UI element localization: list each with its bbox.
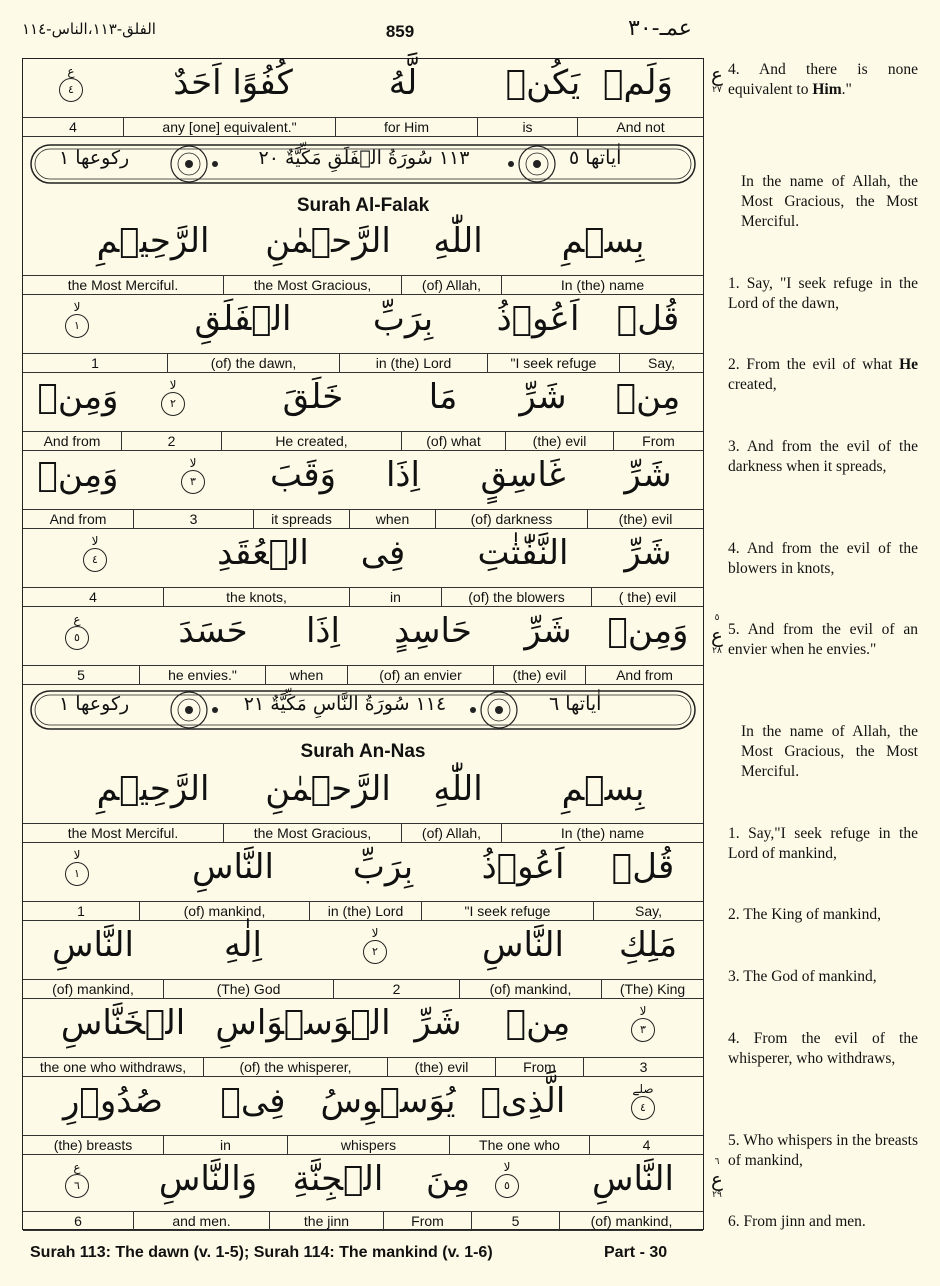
gloss-cell: And from — [49, 511, 107, 527]
english-row — [23, 509, 703, 529]
gloss-cell: 5 — [77, 667, 85, 683]
gloss-cell: the Most Merciful. — [67, 825, 179, 841]
arabic-row — [23, 1155, 703, 1213]
arabic-word: مِنۡ — [505, 1003, 571, 1043]
english-row — [23, 1211, 703, 1231]
arabic-word: وَالنَّاسِ — [158, 1159, 258, 1199]
gloss-cell: From — [495, 1058, 583, 1076]
gloss-cell: any [one] equivalent." — [123, 118, 335, 136]
gloss-cell: And from — [585, 666, 703, 684]
gloss-cell: is — [477, 118, 577, 136]
arabic-word: اَعُوۡذُ — [481, 847, 565, 887]
arabic-row — [23, 217, 703, 275]
gloss-cell: 1 — [91, 355, 99, 371]
gloss-cell: Say, — [619, 354, 703, 372]
arabic-word: وَمِنۡ — [37, 455, 119, 495]
gloss-cell: 1 — [77, 903, 85, 919]
gloss-cell: "I seek refuge — [421, 902, 593, 920]
gloss-cell: 4 — [69, 119, 77, 135]
arabic-word: اَعُوۡذُ — [496, 299, 580, 339]
arabic-word: شَرِّ — [519, 377, 567, 417]
english-row — [23, 665, 703, 685]
arabic-word: اِذَا — [385, 455, 421, 495]
verse-end-marker: صلے ٤ — [621, 1083, 665, 1120]
arabic-row — [23, 1077, 703, 1135]
arabic-word: النَّاسِ — [592, 1159, 674, 1199]
gloss-cell: for Him — [335, 118, 477, 136]
arabic-word: الۡجِنَّةِ — [292, 1159, 384, 1199]
page-header — [0, 0, 940, 52]
translation-verse: 4. And from the evil of the blowers in knots, — [728, 540, 918, 577]
gloss-cell: (of) Allah, — [401, 824, 501, 842]
gloss-cell: From — [613, 432, 703, 450]
arabic-word: حَسَدَ — [178, 611, 248, 651]
verse-end-marker: لا ٤ — [73, 535, 117, 572]
ruku-count: رکوعها ١ — [59, 147, 130, 169]
gloss-cell: whispers — [287, 1136, 449, 1154]
gloss-cell: in — [163, 1136, 287, 1154]
gloss-cell: (of) mankind, — [459, 980, 601, 998]
gloss-cell: 4 — [589, 1136, 703, 1154]
english-row — [23, 979, 703, 999]
arabic-word: النَّاسِ — [482, 925, 564, 965]
arabic-word: شَرِّ — [414, 1003, 462, 1043]
arabic-word: وَمِنۡ — [37, 377, 119, 417]
gloss-cell: when — [349, 510, 435, 528]
gloss-cell: In (the) name — [501, 276, 703, 294]
english-row — [23, 823, 703, 843]
gloss-cell: the Most Merciful. — [67, 277, 179, 293]
gloss-cell: the jinn — [269, 1212, 383, 1230]
arabic-word: الرَّحِيۡمِ — [96, 769, 210, 809]
english-row — [23, 1135, 703, 1155]
gloss-cell: in — [349, 588, 441, 606]
translation-verse: 2. From the evil of what He created, — [728, 356, 919, 393]
arabic-word: بِسۡمِ — [561, 769, 645, 809]
english-row — [23, 353, 703, 373]
arabic-word: النَّاسِ — [52, 925, 134, 965]
arabic-word: شَرِّ — [524, 611, 572, 651]
gloss-cell: (the) evil — [387, 1058, 495, 1076]
arabic-row — [23, 295, 703, 353]
gloss-cell: And not — [577, 118, 703, 136]
translation-verse: 5. And from the evil of an envier when he envies." — [728, 621, 918, 658]
gloss-cell: (The) God — [163, 980, 333, 998]
ayat-count: اٰیاتها ٦ — [549, 693, 602, 715]
arabic-word: الۡوَسۡوَاسِ — [215, 1003, 391, 1043]
gloss-cell: (of) mankind, — [52, 981, 134, 997]
arabic-word: حَاسِدٍ — [394, 611, 472, 651]
gloss-cell: (of) the blowers — [441, 588, 591, 606]
arabic-word: وَمِنۡ — [607, 611, 689, 651]
arabic-row — [23, 373, 703, 431]
gloss-cell: In (the) name — [501, 824, 703, 842]
arabic-word: خَلَقَ — [282, 377, 344, 417]
gloss-cell: and men. — [133, 1212, 269, 1230]
translation-basmala: In the name of Allah, the Most Gracious, the Most Merciful. — [741, 173, 918, 230]
surah-banner-nas — [29, 685, 697, 735]
arabic-word: الَّذِىۡ — [480, 1081, 566, 1121]
arabic-word: الۡفَلَقِ — [194, 299, 292, 339]
surah-title: Surah An-Nas — [300, 741, 426, 762]
word-by-word-grid — [22, 58, 704, 1230]
verse-end-marker: لا ٢ — [353, 927, 397, 964]
footer-surah-info: Surah 113: The dawn (v. 1-5); Surah 114: The mankind (v. 1-6) — [30, 1244, 493, 1261]
arabic-word: صُدُوۡرِ — [63, 1081, 163, 1121]
arabic-word: قُلۡ — [611, 847, 675, 887]
verse-end-marker: لا ٣ — [621, 1005, 665, 1042]
gloss-cell: (of) an envier — [347, 666, 493, 684]
arabic-word: الۡخَنَّاسِ — [60, 1003, 186, 1043]
english-row — [23, 275, 703, 295]
verse-end-marker: لا ٣ — [171, 457, 215, 494]
gloss-cell: (of) darkness — [435, 510, 587, 528]
ruku-mark: ٥ ع ٢٨ — [711, 613, 723, 656]
arabic-word: مَا — [428, 377, 458, 417]
arabic-word: بِرَبِّ — [372, 299, 434, 339]
arabic-word: اللّٰهِ — [433, 769, 483, 809]
verse-end-marker: ع ٤ — [49, 65, 93, 102]
verse-end-marker: لا ٢ — [151, 379, 195, 416]
arabic-word: بِرَبِّ — [352, 847, 414, 887]
gloss-cell: (the) evil — [505, 432, 613, 450]
arabic-word: قُلۡ — [616, 299, 680, 339]
gloss-cell: (The) King — [601, 980, 703, 998]
gloss-cell: 6 — [74, 1213, 82, 1229]
surah-name-banner: ١١٤ سُورَةُ النَّاسِ مَكِّيَّةٌ ٢١ — [243, 693, 447, 715]
arabic-word: الرَّحِيۡمِ — [96, 221, 210, 261]
gloss-cell: in (the) Lord — [309, 902, 421, 920]
surah-name-banner: ١١٣ سُورَةُ الۡفَلَقِ مَكِّيَّةٌ ٢٠ — [258, 147, 470, 169]
arabic-word: اِذَا — [305, 611, 341, 651]
arabic-row — [23, 921, 703, 979]
arabic-word: النَّاسِ — [192, 847, 274, 887]
arabic-word: الرَّحۡمٰنِ — [265, 221, 391, 261]
arabic-word: فِىۡ — [220, 1081, 286, 1121]
arabic-word: بِسۡمِ — [561, 221, 645, 261]
gloss-cell: he envies." — [139, 666, 265, 684]
gloss-cell: (the) breasts — [53, 1137, 133, 1153]
english-row — [23, 587, 703, 607]
translation-verse: 6. From jinn and men. — [728, 1213, 866, 1230]
gloss-cell: 2 — [121, 432, 221, 450]
translation-verse: 3. And from the evil of the darkness when it spreads, — [728, 438, 918, 475]
arabic-word: مِنۡ — [615, 377, 681, 417]
translation-verse: 4. And there is none equivalent to Him." — [728, 61, 918, 98]
arabic-word: النَّفّٰثٰتِ — [477, 533, 569, 573]
english-row — [23, 431, 703, 451]
surah-banner-falak — [29, 139, 697, 189]
gloss-cell: Say, — [593, 902, 703, 920]
gloss-cell: (of) mankind, — [139, 902, 309, 920]
page-number: 859 — [385, 22, 415, 41]
verse-end-marker: لا ١ — [55, 849, 99, 886]
arabic-word: لَّهُ — [388, 63, 418, 103]
gloss-cell: (the) evil — [493, 666, 585, 684]
gloss-cell: "I seek refuge — [487, 354, 619, 372]
gloss-cell: in (the) Lord — [339, 354, 487, 372]
gloss-cell: it spreads — [253, 510, 349, 528]
arabic-word: شَرِّ — [624, 533, 672, 573]
english-row — [23, 117, 703, 137]
translation-verse: 2. The King of mankind, — [728, 906, 881, 923]
arabic-word: مَلِكِ — [618, 925, 678, 965]
gloss-cell: the Most Gracious, — [223, 276, 401, 294]
gloss-cell: 2 — [333, 980, 459, 998]
arabic-row — [23, 59, 703, 117]
translation-verse: 3. The God of mankind, — [728, 968, 877, 985]
surah-names-header: الفلق-١١٣،الناس-١١٤ — [22, 20, 156, 38]
gloss-cell: (of) the whisperer, — [203, 1058, 387, 1076]
translation-basmala: In the name of Allah, the Most Gracious, the Most Merciful. — [741, 723, 918, 780]
gloss-cell: the one who withdraws, — [39, 1059, 187, 1075]
arabic-row — [23, 843, 703, 901]
ruku-mark: ع ٢٧ — [711, 62, 723, 95]
arabic-row — [23, 999, 703, 1057]
verse-end-marker: لا ١ — [55, 301, 99, 338]
gloss-cell: (of) the dawn, — [167, 354, 339, 372]
gloss-cell: ( the) evil — [591, 588, 703, 606]
gloss-cell: the knots, — [163, 588, 349, 606]
arabic-word: غَاسِقٍ — [480, 455, 566, 495]
arabic-word: اِلٰهِ — [223, 925, 263, 965]
ruku-mark: ٦ ع ٢٩ — [711, 1157, 723, 1200]
translation-verse: 1. Say, "I seek refuge in the Lord of the dawn, — [728, 275, 918, 312]
english-row — [23, 901, 703, 921]
arabic-word: الرَّحۡمٰنِ — [265, 769, 391, 809]
gloss-cell: The one who — [449, 1136, 589, 1154]
gloss-cell: 5 — [471, 1212, 559, 1230]
gloss-cell: (of) Allah, — [401, 276, 501, 294]
arabic-word: وَقَبَ — [269, 455, 337, 495]
gloss-cell: (the) evil — [587, 510, 703, 528]
arabic-word: فِى — [360, 533, 406, 573]
footer-part: Part - 30 — [604, 1244, 668, 1261]
gloss-cell: From — [383, 1212, 471, 1230]
gloss-cell: (of) mankind, — [559, 1212, 703, 1230]
english-row — [23, 1057, 703, 1077]
verse-end-marker: ع ٥ — [55, 613, 99, 650]
arabic-word: مِنَ — [425, 1159, 471, 1199]
arabic-word: يُوَسۡوِسُ — [320, 1081, 456, 1121]
gloss-cell: 4 — [89, 589, 97, 605]
translation-verse: 1. Say,"I seek refuge in the Lord of mankind, — [728, 825, 918, 862]
arabic-word: وَلَمۡ — [603, 63, 673, 103]
gloss-cell: He created, — [221, 432, 401, 450]
arabic-word: اللّٰهِ — [433, 221, 483, 261]
gloss-cell: when — [265, 666, 347, 684]
juz-header: عمـ-٣٠ — [628, 16, 692, 41]
translation-verse: 5. Who whispers in the breasts of mankind, — [728, 1132, 919, 1169]
ruku-count: رکوعها ١ — [59, 693, 130, 715]
arabic-row — [23, 607, 703, 665]
arabic-word: يَكُنۡ — [505, 63, 581, 103]
arabic-word: كُفُوًا اَحَدٌ — [173, 63, 293, 103]
gloss-cell: 3 — [133, 510, 253, 528]
arabic-row — [23, 529, 703, 587]
gloss-cell: 3 — [583, 1058, 703, 1076]
surah-title: Surah Al-Falak — [296, 195, 430, 216]
gloss-cell: (of) what — [401, 432, 505, 450]
verse-end-marker: ع ٦ — [55, 1161, 99, 1198]
gloss-cell: the Most Gracious, — [223, 824, 401, 842]
translation-verse: 4. From the evil of the whisperer, who withdraws, — [728, 1030, 918, 1067]
arabic-row — [23, 765, 703, 823]
gloss-cell: And from — [43, 433, 101, 449]
ayat-count: اٰیاتها ٥ — [569, 147, 622, 169]
verse-end-marker: لا ٥ — [485, 1161, 529, 1198]
arabic-word: الۡعُقَدِ — [217, 533, 309, 573]
arabic-row — [23, 451, 703, 509]
arabic-word: شَرِّ — [624, 455, 672, 495]
